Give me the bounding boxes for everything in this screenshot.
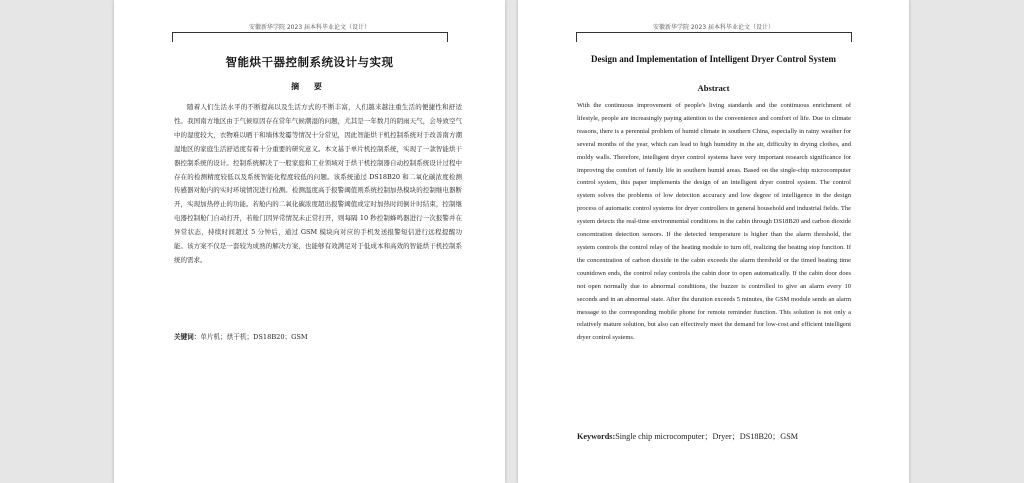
header-rule-left-tick [172, 32, 173, 42]
running-header: 安徽新华学院 2023 届本科毕业论文（设计） [248, 24, 371, 31]
header-rule [576, 32, 851, 33]
keywords-value-en: Single chip microcomputer；Dryer；DS18B20；GSM [615, 432, 799, 441]
header-rule-left-tick [576, 32, 577, 42]
english-abstract-page [518, 0, 909, 483]
keywords-label-en: Keywords: [577, 432, 616, 441]
header-rule [172, 32, 447, 33]
thesis-title-en: Design and Implementation of Intelligent Dryer Control System [591, 54, 836, 64]
abstract-body-zh: 随着人们生活水平的不断提高以及生活方式的不断丰富，人们越来越注重生活的便捷性和舒适性。我国南方地区由于气候原因存在常年气候潮湿的问题，尤其是一年数月的阴雨天气，会导致空气中的湿度较大，衣物难以晒干和墙体发霉等情况十分常见，因此智能烘干机控制系统对于改善南方潮湿地区的家庭生活舒适度有着十分重要的研究意义。本文基于单片机控制系统，实现了一款智能烘干器控制系统的设计。控制系统解决了一般家庭和工业领域对于烘干机控制器自动控制系统设计过程中存在的检测精度较低以及系统智能化程度较低的问题。该系统通过 DS18B20 和二氧化碳浓度检测传感器对舱内的实时环境情况进行检测。检测温度高于报警阈值则系统控制加热模块的控制继电器断开，实现加热停止的功能。若舱内的二氧化碳浓度超出报警阈值或定时加热时间倒计时结束，控制继电器控制舱门自动打开，若舱门因异常情况未正常打开，则每隔 10 秒控制蜂鸣器进行一次报警并在异常状态，持续时间超过 5 分钟后，通过 GSM 模块向对应的手机发送报警短信进行远程提醒功能。该方案不仅是一套较为成熟的解决方案，也能够有效满足对于低成本和高效的智能烘干机控制系统的需求。 [174, 103, 462, 264]
keywords-zh [174, 331, 462, 341]
running-header: 安徽新华学院 2023 届本科毕业论文（设计） [652, 24, 775, 31]
header-rule-right-tick [447, 32, 448, 42]
abstract-heading-zh: 摘 要 [291, 82, 328, 91]
thesis-title-zh: 智能烘干器控制系统设计与实现 [225, 55, 394, 69]
abstract-body-en: With the continuous improvement of people's living standards and the continuous enrichment of lifestyle, people are increasingly paying attention to the convenience and comfort of life. Due to climate reasons, there is a perennial problem of humid climate in southern China, especially in rainy weather for several months of the year, which can lead to high humidity in the air, difficulty in drying clothes, and moldy walls. Therefore, intelligent dryer control systems have very important research significance for improving the comfort of family life in southern humid areas. Based on the single-chip microcomputer control system, this paper implements the design of an intelligent dryer control system. The control system solves the problems of low detection accuracy and low degree of intelligence in the design process of automatic control systems for dryer controllers in general household and industrial fields. The system detects the real-time environmental conditions in the cabin through DS18B20 and carbon dioxide concentration detection sensors. If the detected temperature is higher than the alarm threshold, the system controls the control relay of the heating module to turn off, realizing the heating stop function. If the concentration of carbon dioxide in the cabin exceeds the alarm threshold or the timed heating time countdown ends, the control relay controls the cabin door to open automatically. If the cabin door does not open normally due to abnormal conditions, the buzzer is controlled to give an alarm every 10 seconds and in an abnormal state. After the duration exceeds 5 minutes, the GSM module sends an alarm message to the corresponding mobile phone for remote reminder function. This solution is not only a relatively mature solution, but also can effectively meet the demand for low-cost and efficient intelligent dryer control systems. [577, 102, 851, 342]
keywords-en [577, 431, 857, 442]
header-rule-right-tick [851, 32, 852, 42]
keywords-value-zh: 单片机；烘干机；DS18B20；GSM [200, 333, 308, 341]
abstract-heading-en: Abstract [697, 83, 730, 93]
keywords-label-zh: 关键词： [174, 333, 201, 341]
chinese-abstract-page [114, 0, 505, 483]
